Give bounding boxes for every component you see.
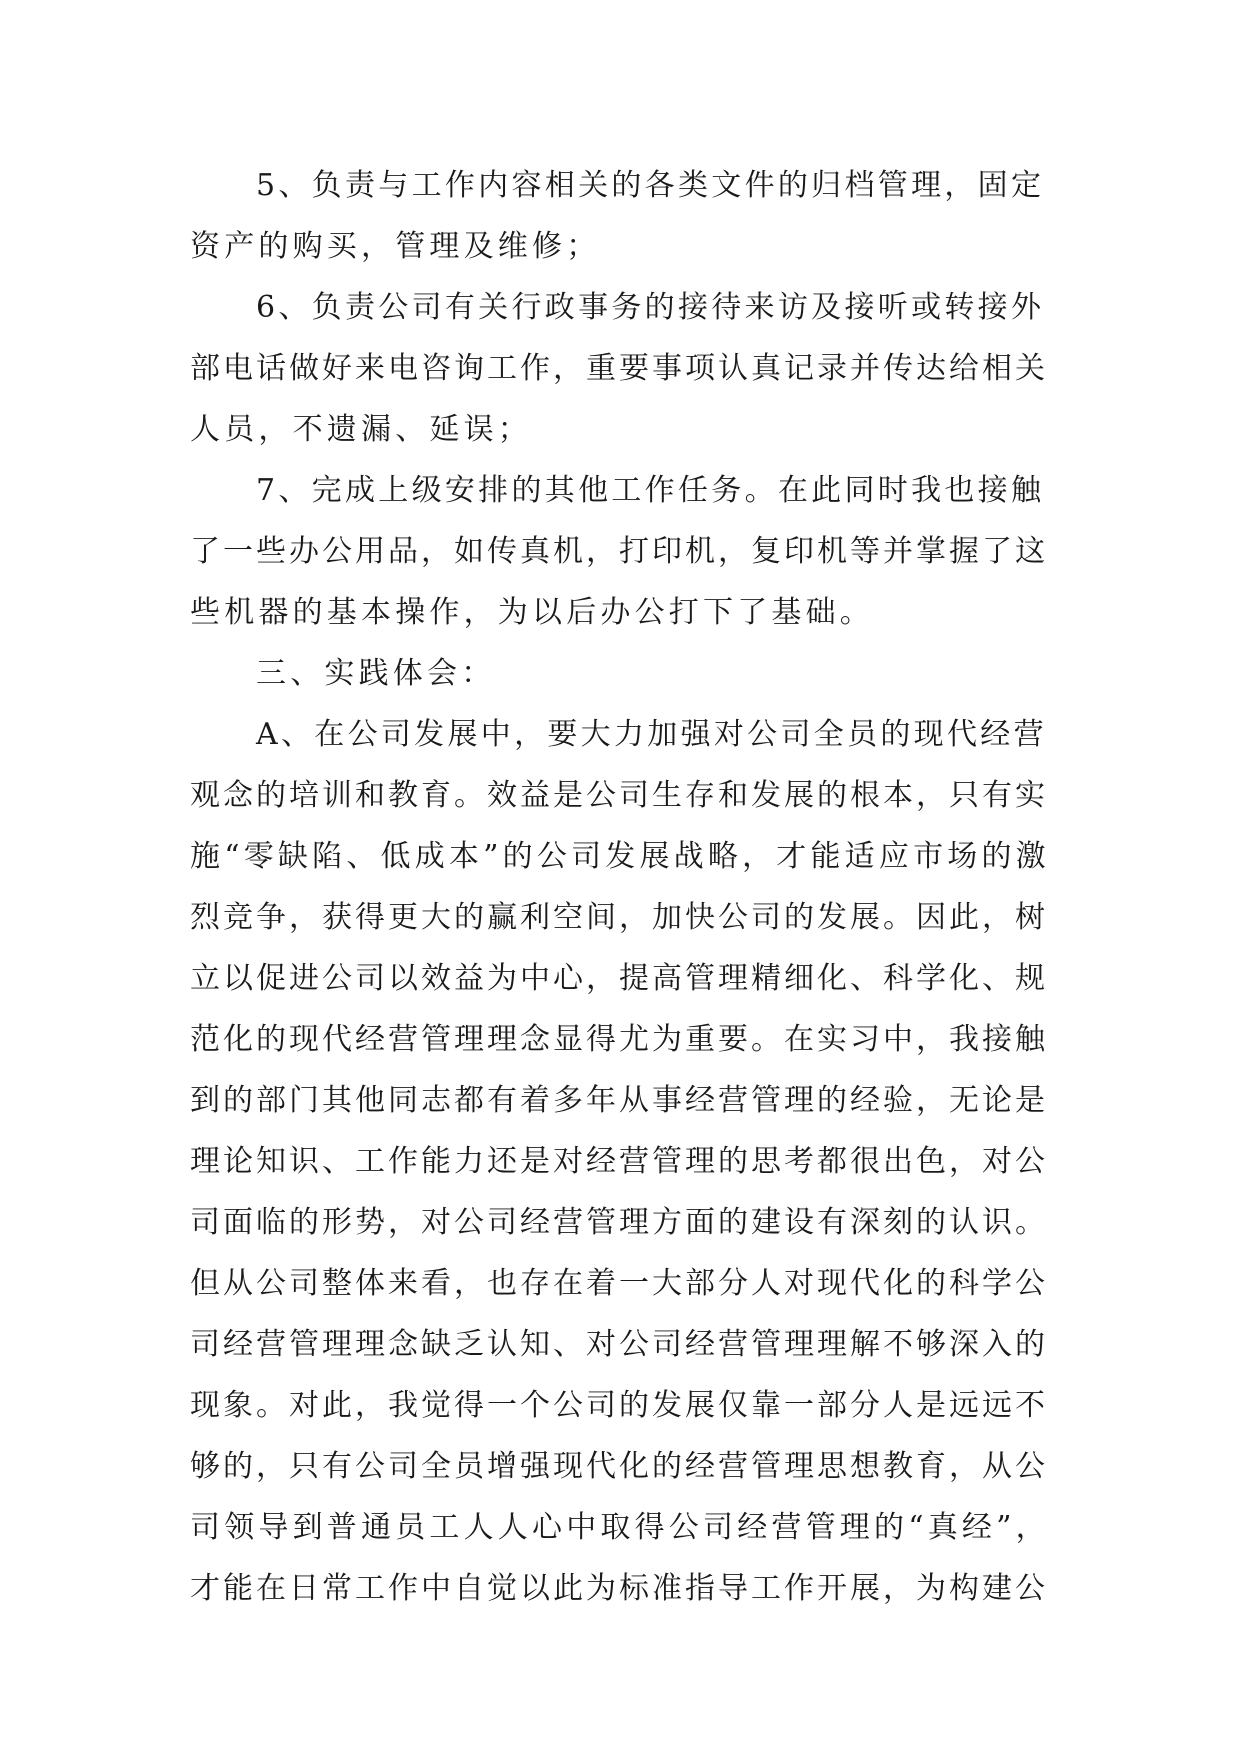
paragraph-item-5-line-2: 资产的购买，管理及维修； bbox=[190, 229, 601, 264]
paragraph-item-7-line-2: 了一些办公用品，如传真机，打印机，复印机等并掌握了这 bbox=[190, 534, 1048, 569]
paragraph-a-line-8: 理论知识、工作能力还是对经营管理的思考都很出色，对公 bbox=[190, 1144, 1048, 1179]
paragraph-a-line-11: 司经营管理理念缺乏认知、对公司经营管理理解不够深入的 bbox=[190, 1327, 1048, 1362]
paragraph-a-line-4: 烈竞争，获得更大的赢利空间，加快公司的发展。因此，树 bbox=[190, 900, 1048, 935]
paragraph-a-line-1: A、在公司发展中，要大力加强对公司全员的现代经营 bbox=[256, 717, 1047, 752]
paragraph-a-line-9: 司面临的形势，对公司经营管理方面的建设有深刻的认识。 bbox=[190, 1205, 1048, 1240]
paragraph-a-line-14: 司领导到普通员工人人心中取得公司经营管理的“真经”， bbox=[190, 1510, 1050, 1545]
body-text bbox=[190, 155, 1050, 1619]
paragraph-item-6-line-3: 人员，不遗漏、延误； bbox=[190, 412, 532, 447]
paragraph-a-line-6: 范化的现代经营管理理念显得尤为重要。在实习中，我接触 bbox=[190, 1022, 1048, 1057]
paragraph-a-line-15: 才能在日常工作中自觉以此为标准指导工作开展，为构建公 bbox=[190, 1571, 1048, 1606]
paragraph-a-line-12: 现象。对此，我觉得一个公司的发展仅靠一部分人是远远不 bbox=[190, 1388, 1048, 1423]
paragraph-a-line-2: 观念的培训和教育。效益是公司生存和发展的根本，只有实 bbox=[190, 778, 1048, 813]
paragraph-item-7-line-1: 7、完成上级安排的其他工作任务。在此同时我也接触 bbox=[256, 473, 1045, 508]
paragraph-item-5-line-1: 5、负责与工作内容相关的各类文件的归档管理，固定 bbox=[256, 168, 1045, 203]
paragraph-item-6-line-2: 部电话做好来电咨询工作，重要事项认真记录并传达给相关 bbox=[190, 351, 1048, 386]
paragraph-a-line-3: 施“零缺陷、低成本”的公司发展战略，才能适应市场的激 bbox=[190, 839, 1050, 874]
paragraph-a-line-10: 但从公司整体来看，也存在着一大部分人对现代化的科学公 bbox=[190, 1266, 1048, 1301]
section-heading: 三、实践体会： bbox=[256, 656, 496, 691]
paragraph-item-7-line-3: 些机器的基本操作，为以后办公打下了基础。 bbox=[190, 595, 874, 630]
paragraph-item-6-line-1: 6、负责公司有关行政事务的接待来访及接听或转接外 bbox=[256, 290, 1045, 325]
paragraph-a-line-5: 立以促进公司以效益为中心，提高管理精细化、科学化、规 bbox=[190, 961, 1048, 996]
paragraph-a-line-13: 够的，只有公司全员增强现代化的经营管理思想教育，从公 bbox=[190, 1449, 1048, 1484]
paragraph-a-line-7: 到的部门其他同志都有着多年从事经营管理的经验，无论是 bbox=[190, 1083, 1048, 1118]
